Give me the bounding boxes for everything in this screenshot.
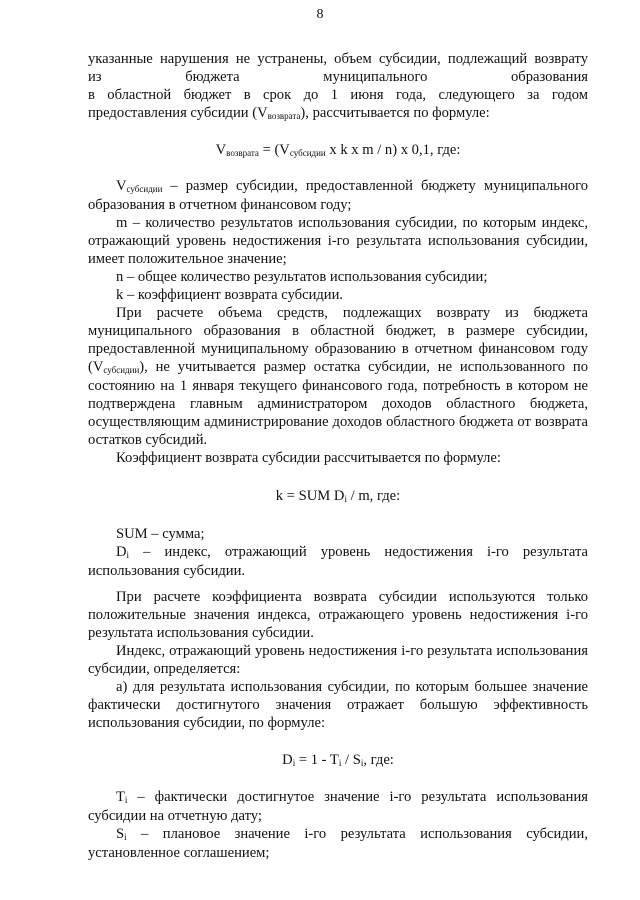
subscript: i bbox=[344, 494, 347, 504]
formula-part: k = SUM D bbox=[275, 488, 345, 504]
formula-part: V bbox=[215, 142, 227, 158]
definition-v-subsidy bbox=[88, 177, 588, 214]
paragraph-index: Индекс, отражающий уровень недостижения i-го результата использования субсидии, определяется: bbox=[88, 643, 588, 677]
text-span: – индекс, отражающий уровень недостижения i-го результата использования субсидии. bbox=[88, 544, 588, 579]
subscript: i bbox=[292, 758, 296, 768]
text-span: предоставления субсидии (V bbox=[88, 105, 268, 121]
formula-index bbox=[88, 751, 588, 770]
formula-part: , где: bbox=[363, 752, 394, 768]
formula-part: = 1 - T bbox=[295, 752, 339, 768]
subscript: i bbox=[338, 758, 342, 768]
subscript: i bbox=[360, 758, 364, 768]
paragraph-calculation-note bbox=[88, 304, 588, 449]
formula-part: D bbox=[282, 752, 293, 768]
definition-d bbox=[88, 543, 588, 580]
subscript: возврата bbox=[267, 111, 301, 121]
definition-s bbox=[88, 825, 588, 862]
definition-t bbox=[88, 788, 588, 825]
definition-sum: SUM – сумма; bbox=[116, 526, 205, 542]
subscript: i bbox=[124, 832, 127, 842]
text-line: указанные нарушения не устранены, объем субсидии, подлежащий возврату bbox=[88, 51, 588, 67]
definition-k: k – коэффициент возврата субсидии. bbox=[116, 287, 344, 303]
document-body bbox=[88, 50, 588, 862]
text-span: S bbox=[116, 826, 125, 842]
text-line: в областной бюджет в срок до 1 июня года, следующего за годом bbox=[88, 87, 588, 103]
subscript: i bbox=[126, 550, 130, 560]
text-span: – фактически достигнутое значение i-го результата использования субсидии на отчетную дату; bbox=[88, 789, 588, 824]
subscript: субсидии bbox=[103, 365, 140, 375]
formula-part: x k x m / n) x 0,1, где: bbox=[325, 142, 461, 158]
paragraph-option-a: а) для результата использования субсидии, по которым большее значение фактически достигнутого значения отражает большую эффективность использования субсидии, по формуле: bbox=[88, 679, 588, 731]
subscript: субсидии bbox=[126, 184, 163, 194]
formula-part: / S bbox=[341, 752, 361, 768]
definition-m: m – количество результатов использования субсидии, по которым индекс, отражающий уровень недостижения i-го результата использования субсидии, имеет положительное значение; bbox=[88, 215, 588, 267]
text-span: При расчете объема средств, подлежащих возврату из бюджета муниципального образования в областной бюджет, в размере субсидии, предоставленной муниципальному образованию в отчетном финансовом году (V bbox=[88, 305, 588, 375]
subscript: возврата bbox=[226, 148, 259, 158]
page-number: 8 bbox=[316, 7, 324, 22]
text-span: – плановое значение i-го результата использования субсидии, установленное соглашением; bbox=[88, 826, 588, 861]
text-span: ), не учитывается размер остатка субсидии, не использованного по состоянию на 1 января текущего финансового года, потребность в котором не подтверждена главным администратором доходов областного бюджета, осуществляющим администрирование доходов областного бюджета от возврата остатков субсидий. bbox=[88, 359, 588, 448]
formula-part: / m, где: bbox=[346, 488, 401, 504]
text-span: – размер субсидии, предоставленной бюджету муниципального образования в отчетном финансовом году; bbox=[88, 178, 588, 213]
text-span: V bbox=[116, 178, 127, 194]
text-span: D bbox=[116, 544, 127, 560]
paragraph-positive-values: При расчете коэффициента возврата субсидии используются только положительные значения индекса, отражающего уровень недостижения i-го результата использования субсидии. bbox=[88, 589, 588, 641]
formula-part: = (V bbox=[258, 142, 290, 158]
formula-coefficient bbox=[88, 487, 588, 506]
paragraph-return-condition bbox=[88, 50, 588, 123]
definition-n: n – общее количество результатов использования субсидии; bbox=[116, 269, 488, 285]
text-span: T bbox=[116, 789, 125, 805]
text-span: ), рассчитывается по формуле: bbox=[300, 105, 490, 121]
subscript: субсидии bbox=[289, 148, 326, 158]
paragraph-coefficient: Коэффициент возврата субсидии рассчитывается по формуле: bbox=[116, 450, 501, 466]
formula-return-volume bbox=[88, 141, 588, 160]
text-line bbox=[88, 104, 588, 123]
subscript: i bbox=[124, 795, 128, 805]
text-line: из бюджета муниципального образования bbox=[88, 69, 588, 85]
